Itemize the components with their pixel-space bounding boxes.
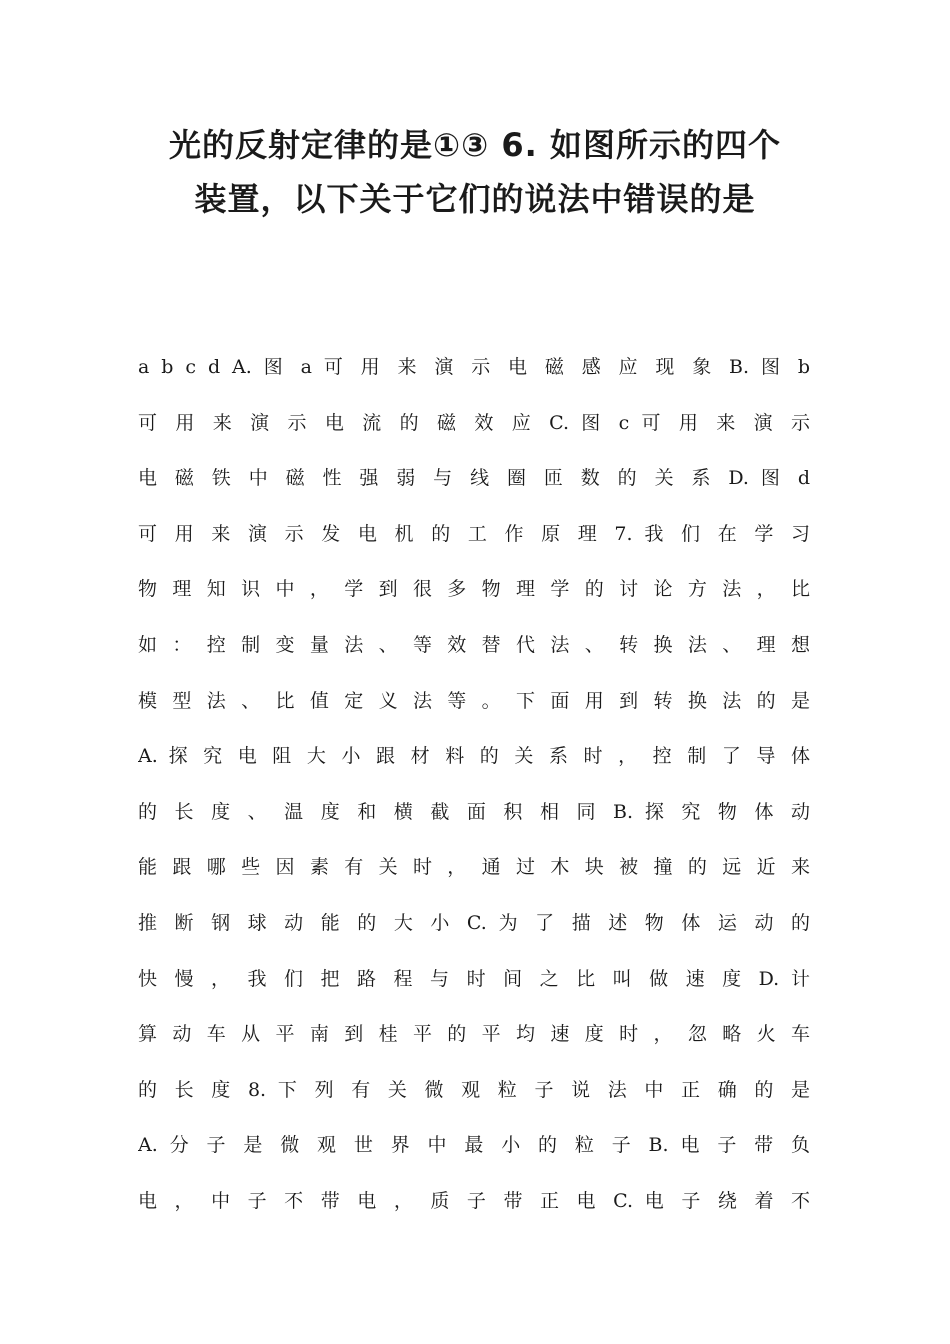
body-line: 模 型 法 、 比 值 定 义 法 等 。 下 面 用 到 转 换 法 的 是: [138, 689, 810, 712]
body-line: A. 分 子 是 微 观 世 界 中 最 小 的 粒 子 B. 电 子 带 负: [138, 1134, 810, 1157]
body-line: A. 探 究 电 阻 大 小 跟 材 料 的 关 系 时 ， 控 制 了 导 体: [138, 745, 810, 768]
body-line: 快 慢 ， 我 们 把 路 程 与 时 间 之 比 叫 做 速 度 D. 计: [138, 967, 810, 990]
body-line: 电 ， 中 子 不 带 电 ， 质 子 带 正 电 C. 电 子 绕 着 不: [138, 1189, 810, 1212]
body-line: 可 用 来 演 示 电 流 的 磁 效 应 C. 图 c 可 用 来 演 示: [138, 411, 810, 434]
body-line: 物 理 知 识 中 ， 学 到 很 多 物 理 学 的 讨 论 方 法 ， 比: [138, 578, 810, 601]
body-line: 能 跟 哪 些 因 素 有 关 时 ， 通 过 木 块 被 撞 的 远 近 来: [138, 856, 810, 879]
body-line: 的 长 度 8. 下 列 有 关 微 观 粒 子 说 法 中 正 确 的 是: [138, 1078, 810, 1101]
body-line: 的 长 度 、 温 度 和 横 截 面 积 相 同 B. 探 究 物 体 动: [138, 800, 810, 823]
heading-line-2: 装置，以下关于它们的说法中错误的是: [194, 180, 756, 218]
body-line: 可 用 来 演 示 发 电 机 的 工 作 原 理 7. 我 们 在 学 习: [138, 522, 810, 545]
body-line: 推 断 钢 球 动 能 的 大 小 C. 为 了 描 述 物 体 运 动 的: [138, 911, 810, 934]
heading-line-1: 光的反射定律的是①③ 6. 如图所示的四个: [169, 126, 781, 164]
body-line: 算 动 车 从 平 南 到 桂 平 的 平 均 速 度 时 ， 忽 略 火 车: [138, 1023, 810, 1046]
body-line: 如 ： 控 制 变 量 法 、 等 效 替 代 法 、 转 换 法 、 理 想: [138, 633, 810, 656]
body-text: [138, 340, 810, 1230]
body-line: 电 磁 铁 中 磁 性 强 弱 与 线 圈 匝 数 的 关 系 D. 图 d: [138, 467, 810, 490]
body-line: a b c d A. 图 a 可 用 来 演 示 电 磁 感 应 现 象 B. 图 b: [138, 356, 810, 378]
page-heading: [0, 118, 950, 226]
